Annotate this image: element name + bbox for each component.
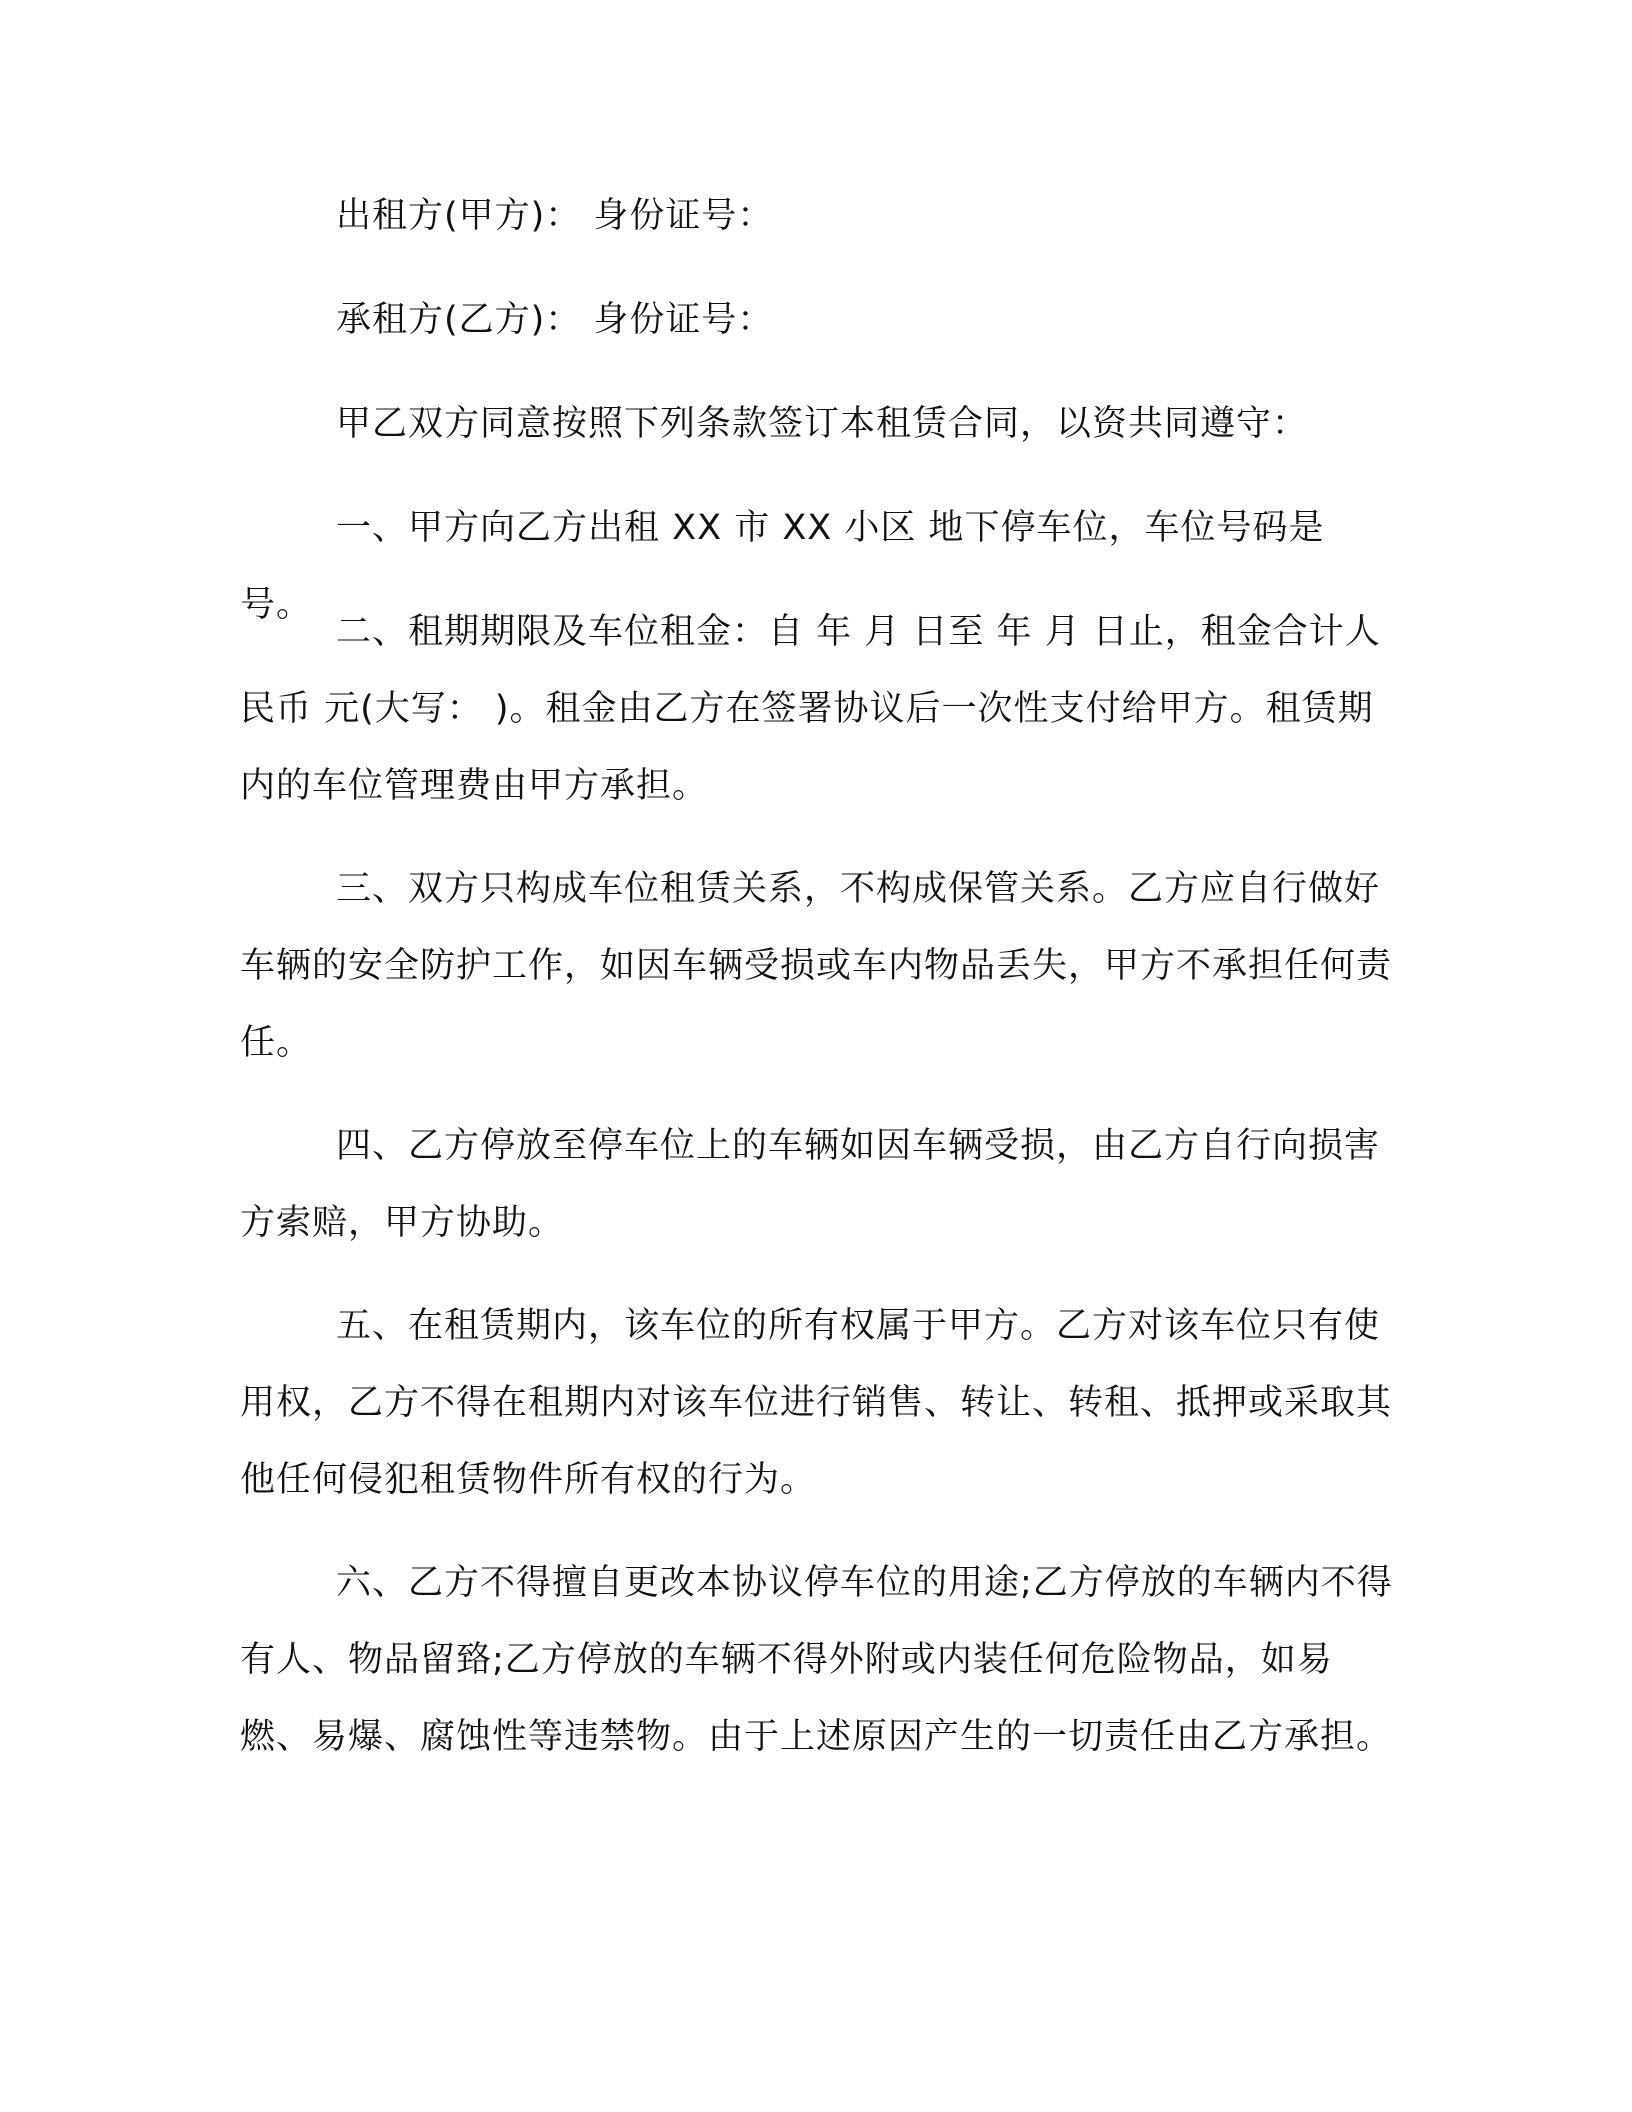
- lessor-line: 出租方(甲方)： 身份证号：: [336, 196, 774, 236]
- clause-5: 五、在租赁期内，该车位的所有权属于甲方。乙方对该车位只有使用权，乙方不得在租期内对该车位进行销售、转让、转租、抵押或采取其他任何侵犯租赁物件所有权的行为。: [240, 1306, 1393, 1500]
- clause-6: 六、乙方不得擅自更改本协议停车位的用途;乙方停放的车辆内不得有人、物品留臵;乙方停放的车辆不得外附或内装任何危险物品，如易燃、易爆、腐蚀性等违禁物。由于上述原因产生的一切责任由乙方承担。: [240, 1563, 1393, 1757]
- clause-3: 三、双方只构成车位租赁关系，不构成保管关系。乙方应自行做好车辆的安全防护工作，如因车辆受损或车内物品丢失，甲方不承担任何责任。: [240, 869, 1393, 1063]
- clause-4: 四、乙方停放至停车位上的车辆如因车辆受损，由乙方自行向损害方索赔，甲方协助。: [240, 1126, 1381, 1243]
- lessee-line: 承租方(乙方)： 身份证号：: [336, 300, 774, 340]
- clause-2: 二、租期期限及车位租金：自 年 月 日至 年 月 日止，租金合计人民币 元(大写： )。租金由乙方在签署协议后一次性支付给甲方。租赁期内的车位管理费由甲方承担。: [240, 612, 1381, 806]
- clause-1: 一、甲方向乙方出租 XX 市 XX 小区 地下停车位，车位号码是 号。: [240, 508, 1325, 625]
- agreement-intro: 甲乙双方同意按照下列条款签订本租赁合同，以资共同遵守：: [336, 404, 1309, 444]
